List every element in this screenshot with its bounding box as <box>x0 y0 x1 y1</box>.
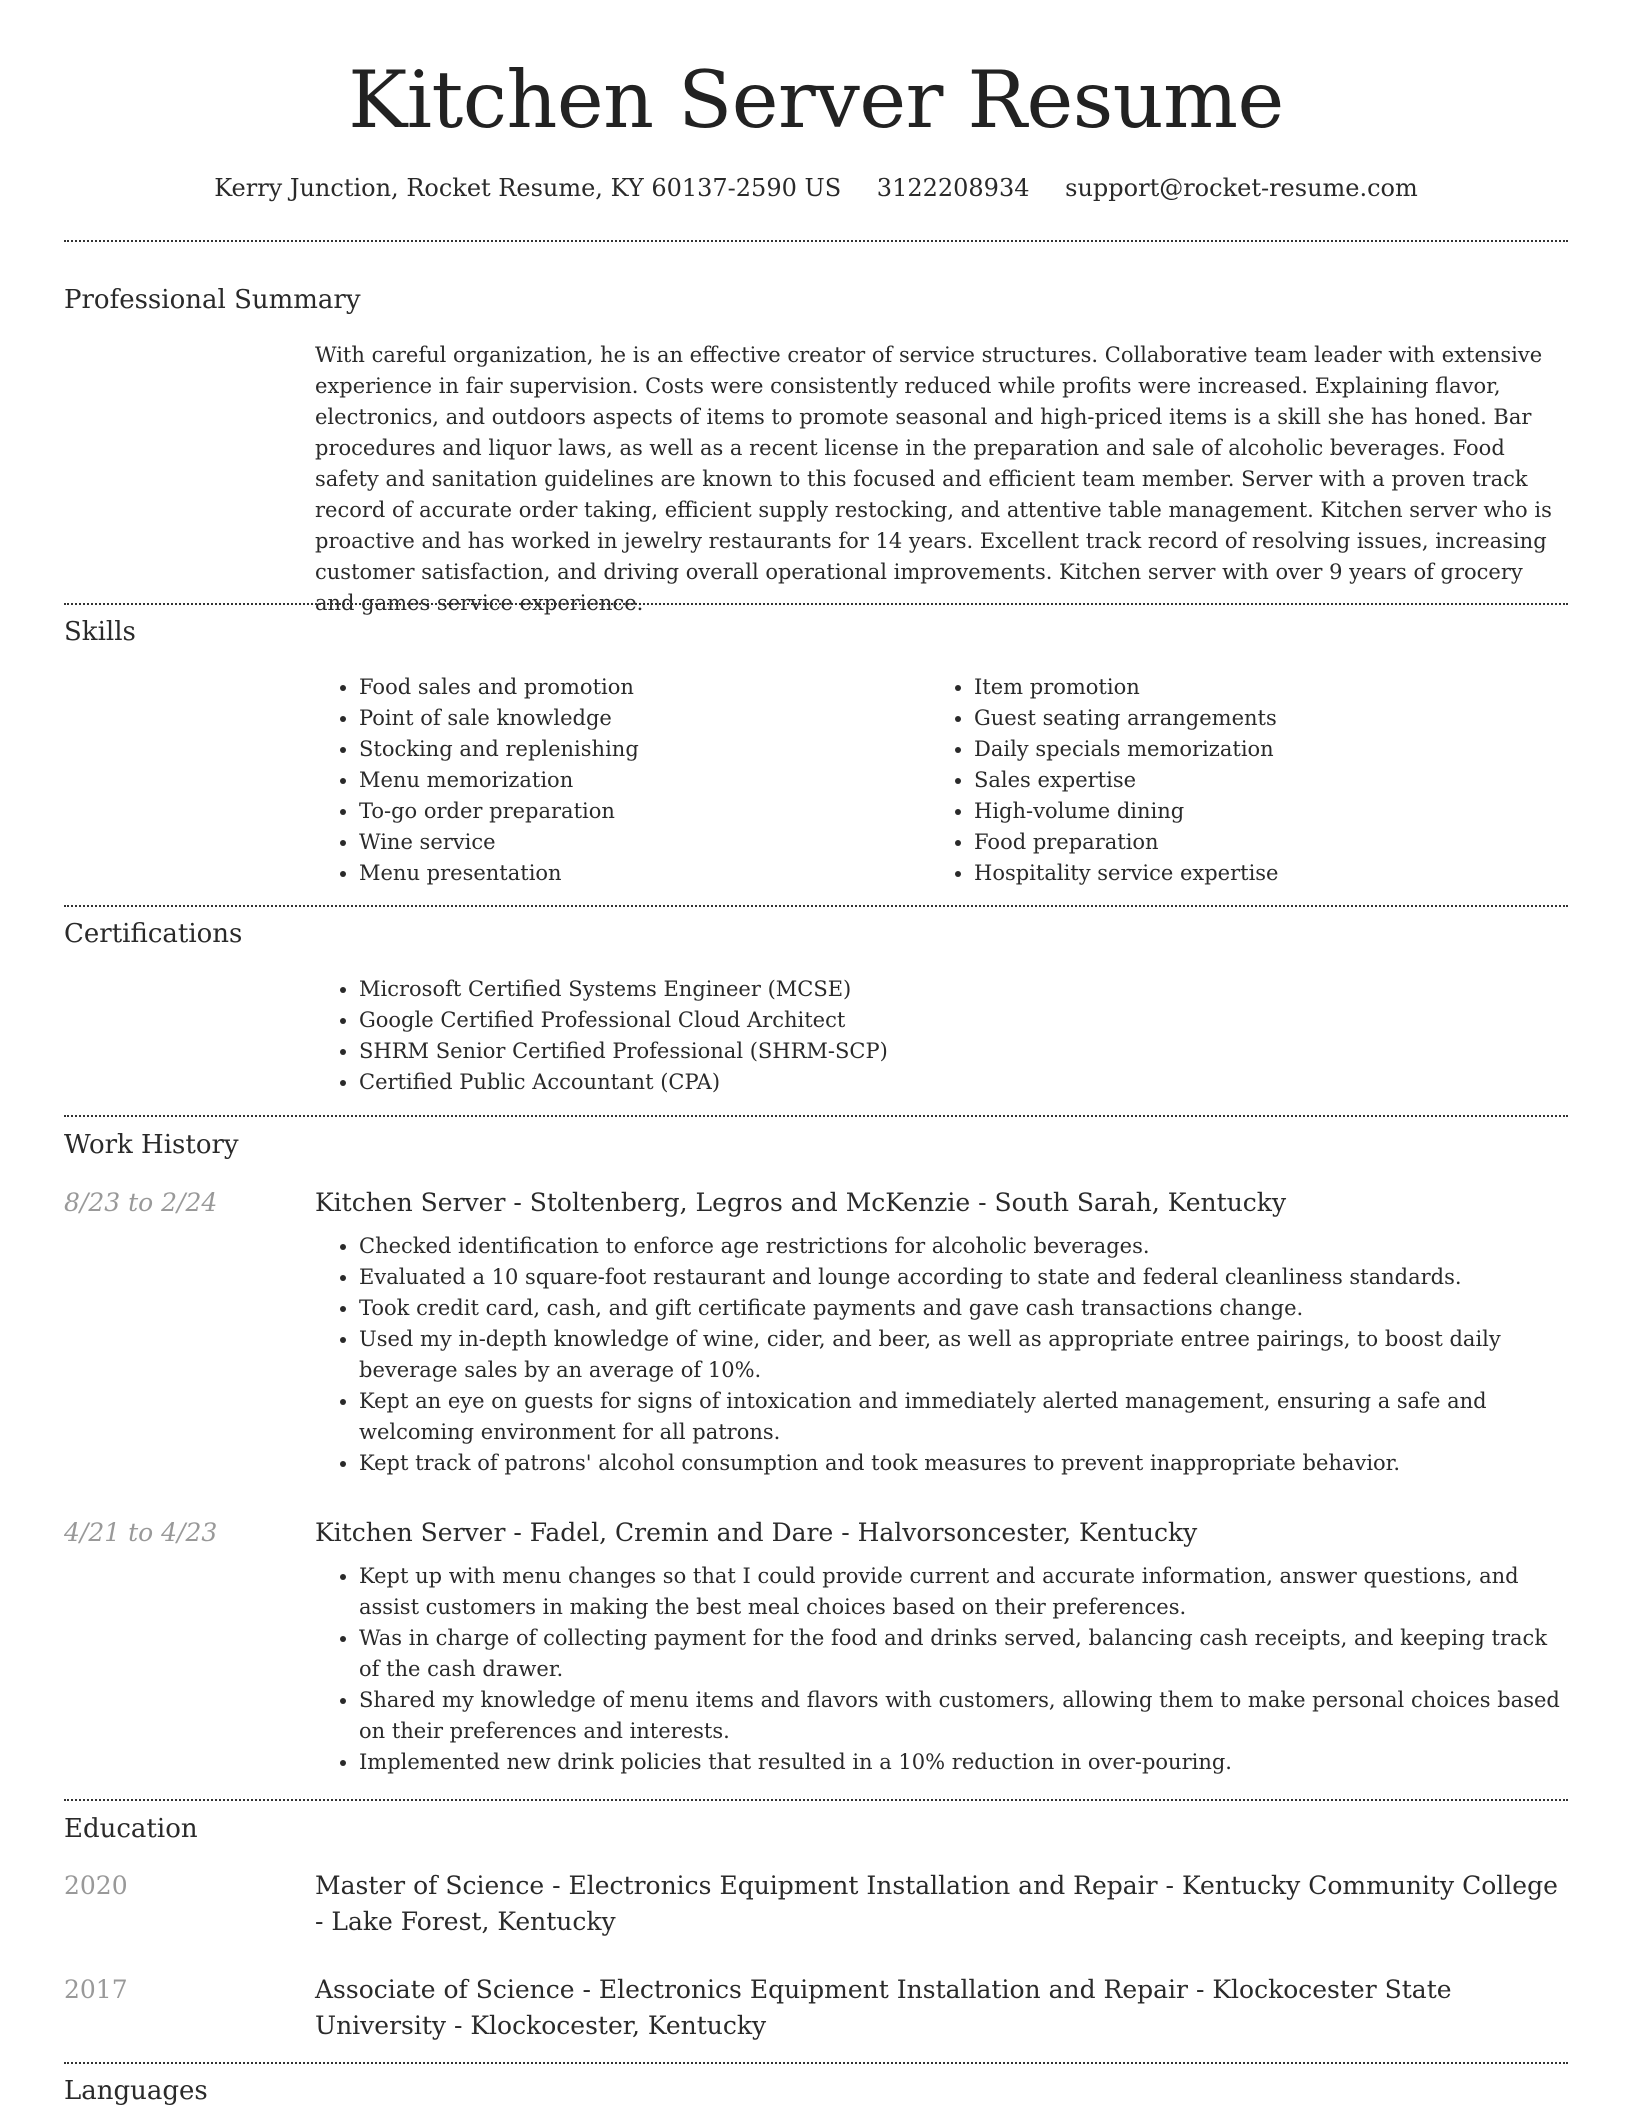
divider <box>64 905 1568 907</box>
skill-item: • Item promotion <box>974 672 1545 703</box>
education-heading: Master of Science - Electronics Equipment Installation and Repair - Kentucky Community College - Lake Forest, Kentucky <box>315 1871 1558 1936</box>
divider <box>64 2062 1568 2064</box>
education-heading: Associate of Science - Electronics Equipment Installation and Repair - Klockocester State University - Klockocester, Kentucky <box>315 1975 1452 2040</box>
divider <box>64 1115 1568 1117</box>
divider <box>64 603 1568 605</box>
skill-item: • Menu memorization <box>359 765 930 796</box>
job-bullet: • Shared my knowledge of menu items and flavors with customers, allowing them to make personal choices based on their preferences and interests. <box>359 1685 1568 1747</box>
section-title-skills: Skills <box>64 617 136 647</box>
job-bullet: • Kept track of patrons' alcohol consumption and took measures to prevent inappropriate behavior. <box>359 1448 1568 1479</box>
job-bullet: • Implemented new drink policies that resulted in a 10% reduction in over-pouring. <box>359 1747 1568 1778</box>
resume-title: Kitchen Server Resume <box>348 54 1284 146</box>
job-bullet: • Kept an eye on guests for signs of intoxication and immediately alerted management, ensuring a safe and welcoming environment for all patrons. <box>359 1386 1568 1448</box>
education-year: 2020 <box>64 1871 128 1900</box>
section-title-summary: Professional Summary <box>64 285 361 315</box>
job-dates: 4/21 to 4/23 <box>64 1518 218 1547</box>
education-entry <box>315 1868 1568 1940</box>
job-bullet: • Used my in-depth knowledge of wine, cider, and beer, as well as appropriate entree pairings, to boost daily beverage sales by an average of 10%. <box>359 1324 1568 1386</box>
education-year: 2017 <box>64 1975 128 2004</box>
summary-block <box>315 340 1568 619</box>
skill-item: • Food preparation <box>974 827 1545 858</box>
job-heading: Kitchen Server - Fadel, Cremin and Dare - Halvorsoncester, Kentucky <box>315 1518 1198 1547</box>
skills-column-left <box>315 672 930 889</box>
section-title-languages: Languages <box>64 2076 208 2106</box>
certification-item: • Certified Public Accountant (CPA) <box>359 1067 1568 1098</box>
job-heading: Kitchen Server - Stoltenberg, Legros and McKenzie - South Sarah, Kentucky <box>315 1188 1287 1217</box>
skill-item: • Menu presentation <box>359 858 930 889</box>
certification-item: • Google Certified Professional Cloud Architect <box>359 1005 1568 1036</box>
skill-item: • To-go order preparation <box>359 796 930 827</box>
contact-email: support@rocket-resume.com <box>1065 174 1418 202</box>
section-title-education: Education <box>64 1814 198 1844</box>
contact-phone: 3122208934 <box>876 174 1030 202</box>
skill-item: • Stocking and replenishing <box>359 734 930 765</box>
section-title-work-history: Work History <box>64 1130 239 1160</box>
contact-address: Kerry Junction, Rocket Resume, KY 60137-2590 US <box>214 174 842 202</box>
certifications-block <box>315 974 1568 1098</box>
job-dates: 8/23 to 2/24 <box>64 1188 218 1217</box>
skills-column-right <box>930 672 1545 889</box>
skills-block <box>315 672 1568 889</box>
certification-item: • Microsoft Certified Systems Engineer (MCSE) <box>359 974 1568 1005</box>
contact-line <box>64 170 1568 206</box>
job-entry <box>315 1185 1568 1479</box>
skill-item: • Hospitality service expertise <box>974 858 1545 889</box>
job-bullet: • Checked identification to enforce age restrictions for alcoholic beverages. <box>359 1231 1568 1262</box>
skill-item: • High-volume dining <box>974 796 1545 827</box>
summary-text: With careful organization, he is an effective creator of service structures. Collaborative team leader with extensive experience in fair supervision. Costs were consistently reduced while profits were increased. Explaining flavor, electronics, and outdoors aspects of items to promote seasonal and high-priced items is a skill she has honed. Bar procedures and liquor laws, as well as a recent license in the preparation and sale of alcoholic beverages. Food safety and sanitation guidelines are known to this focused and efficient team member. Server with a proven track record of accurate order taking, efficient supply restocking, and attentive table management. Kitchen server who is proactive and has worked in jewelry restaurants for 14 years. Excellent track record of resolving issues, increasing customer satisfaction, and driving overall operational improvements. Kitchen server with over 9 years of grocery and games service experience. <box>315 343 1552 615</box>
education-entry <box>315 1972 1568 2044</box>
job-entry <box>315 1515 1568 1778</box>
skill-item: • Wine service <box>359 827 930 858</box>
job-bullet: • Was in charge of collecting payment for the food and drinks served, balancing cash receipts, and keeping track of the cash drawer. <box>359 1623 1568 1685</box>
skill-item: • Food sales and promotion <box>359 672 930 703</box>
divider <box>64 1799 1568 1801</box>
skill-item: • Sales expertise <box>974 765 1545 796</box>
job-bullet: • Kept up with menu changes so that I could provide current and accurate information, answer questions, and assist customers in making the best meal choices based on their preferences. <box>359 1561 1568 1623</box>
skill-item: • Guest seating arrangements <box>974 703 1545 734</box>
skill-item: • Daily specials memorization <box>974 734 1545 765</box>
certification-item: • SHRM Senior Certified Professional (SHRM-SCP) <box>359 1036 1568 1067</box>
job-bullet: • Evaluated a 10 square-foot restaurant and lounge according to state and federal cleanliness standards. <box>359 1262 1568 1293</box>
divider <box>64 240 1568 242</box>
section-title-certifications: Certifications <box>64 919 243 949</box>
skill-item: • Point of sale knowledge <box>359 703 930 734</box>
job-bullet: • Took credit card, cash, and gift certificate payments and gave cash transactions change. <box>359 1293 1568 1324</box>
